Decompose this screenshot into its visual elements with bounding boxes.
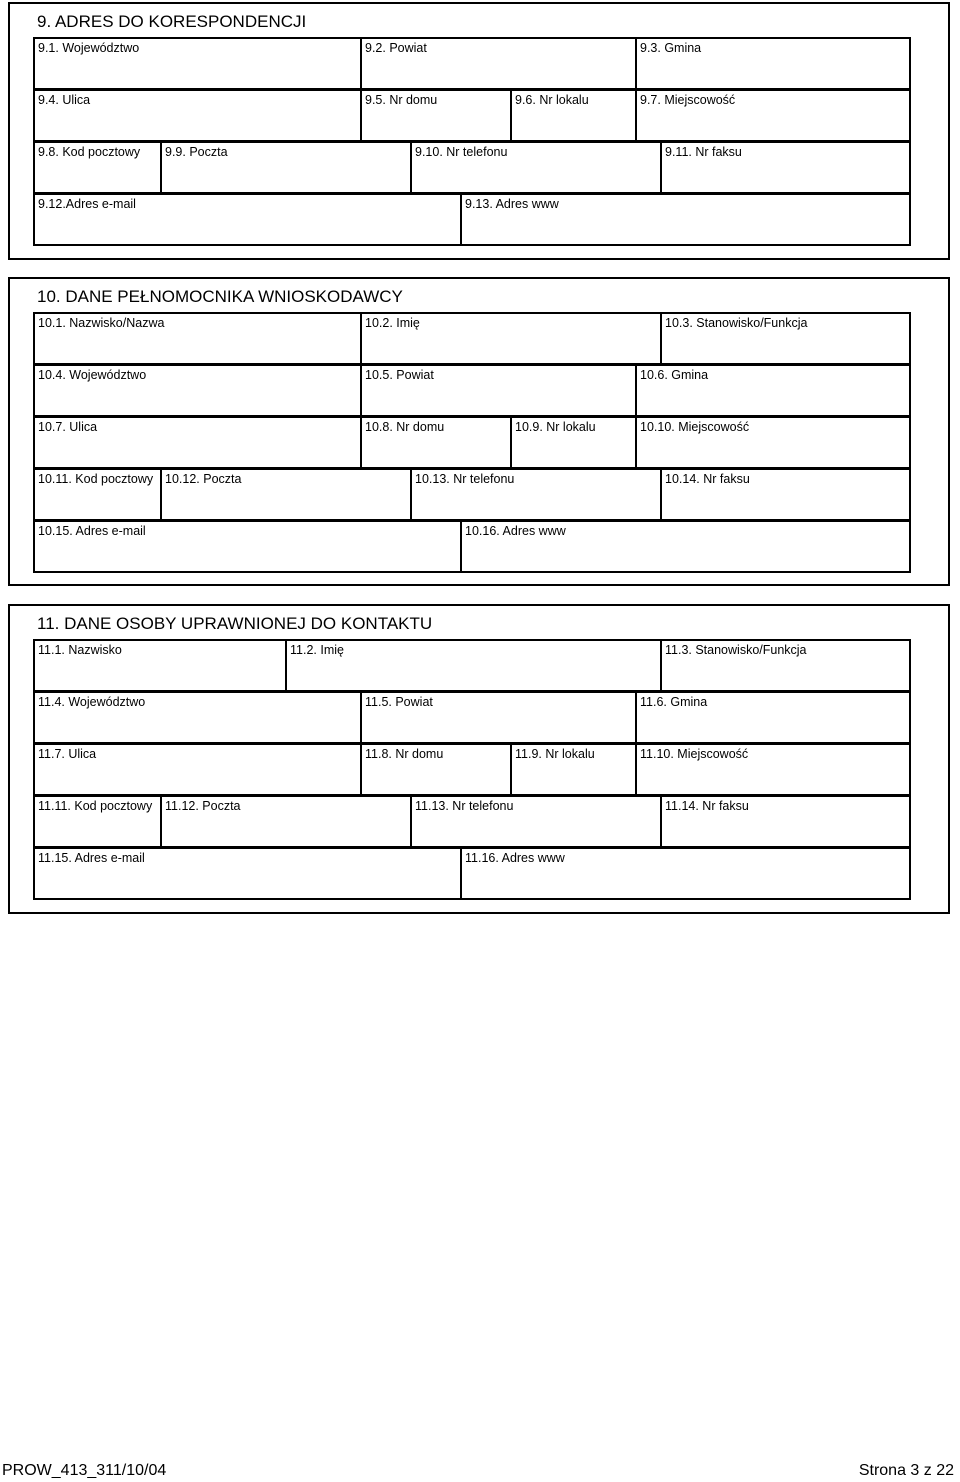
field-label: 9.9. Poczta bbox=[165, 145, 228, 159]
field-label: 10.8. Nr domu bbox=[365, 420, 445, 434]
document-code: PROW_413_311/10/04 bbox=[2, 1462, 167, 1479]
field-11-5[interactable] bbox=[360, 693, 635, 742]
field-label: 9.7. Miejscowość bbox=[640, 93, 736, 107]
field-label: 11.16. Adres www bbox=[465, 851, 565, 865]
field-label: 10.4. Województwo bbox=[38, 368, 147, 382]
form-row bbox=[33, 193, 911, 246]
form-row bbox=[33, 141, 911, 194]
field-9-11[interactable] bbox=[660, 143, 909, 192]
form-row bbox=[33, 639, 911, 692]
page-number: Strona 3 z 22 bbox=[858, 1462, 954, 1479]
field-label: 10.10. Miejscowość bbox=[640, 420, 750, 434]
form-row bbox=[33, 89, 911, 142]
field-label: 10.1. Nazwisko/Nazwa bbox=[38, 316, 165, 330]
field-11-9[interactable] bbox=[510, 745, 635, 794]
field-label: 11.14. Nr faksu bbox=[665, 799, 749, 813]
field-9-3[interactable] bbox=[635, 39, 909, 88]
field-label: 11.7. Ulica bbox=[38, 747, 97, 761]
field-label: 11.10. Miejscowość bbox=[640, 747, 749, 761]
form-row bbox=[33, 743, 911, 796]
field-11-12[interactable] bbox=[160, 797, 410, 846]
field-11-3[interactable] bbox=[660, 641, 909, 690]
field-label: 10.7. Ulica bbox=[38, 420, 98, 434]
form-row bbox=[33, 691, 911, 744]
form-row bbox=[33, 468, 911, 521]
field-10-2[interactable] bbox=[360, 314, 660, 363]
field-label: 10.16. Adres www bbox=[465, 524, 566, 538]
field-9-7[interactable] bbox=[635, 91, 909, 140]
field-10-14[interactable] bbox=[660, 470, 909, 519]
field-label: 11.15. Adres e-mail bbox=[38, 851, 145, 865]
field-9-5[interactable] bbox=[360, 91, 510, 140]
field-9-12[interactable] bbox=[35, 195, 460, 244]
field-label: 9.3. Gmina bbox=[640, 41, 702, 55]
form-row bbox=[33, 312, 911, 365]
field-10-8[interactable] bbox=[360, 418, 510, 467]
field-label: 10.13. Nr telefonu bbox=[415, 472, 515, 486]
section-11-title: 11. DANE OSOBY UPRAWNIONEJ DO KONTAKTU bbox=[37, 614, 433, 633]
field-label: 11.11. Kod pocztowy bbox=[38, 799, 153, 813]
field-10-15[interactable] bbox=[35, 522, 460, 571]
field-11-14[interactable] bbox=[660, 797, 909, 846]
field-label: 10.11. Kod pocztowy bbox=[38, 472, 154, 486]
field-10-13[interactable] bbox=[410, 470, 660, 519]
field-label: 10.3. Stanowisko/Funkcja bbox=[665, 316, 808, 330]
field-label: 9.5. Nr domu bbox=[365, 93, 438, 107]
field-label: 11.6. Gmina bbox=[640, 695, 708, 709]
field-label: 11.8. Nr domu bbox=[365, 747, 444, 761]
field-label: 11.3. Stanowisko/Funkcja bbox=[665, 643, 807, 657]
field-11-16[interactable] bbox=[460, 849, 909, 898]
field-10-6[interactable] bbox=[635, 366, 909, 415]
field-10-12[interactable] bbox=[160, 470, 410, 519]
form-row bbox=[33, 364, 911, 417]
field-label: 9.13. Adres www bbox=[465, 197, 559, 211]
field-9-1[interactable] bbox=[35, 39, 360, 88]
field-10-10[interactable] bbox=[635, 418, 909, 467]
field-11-15[interactable] bbox=[35, 849, 460, 898]
field-label: 11.2. Imię bbox=[290, 643, 344, 657]
form-row bbox=[33, 520, 911, 573]
field-label: 10.9. Nr lokalu bbox=[515, 420, 596, 434]
field-11-11[interactable] bbox=[35, 797, 160, 846]
field-10-4[interactable] bbox=[35, 366, 360, 415]
field-11-1[interactable] bbox=[35, 641, 285, 690]
field-label: 9.4. Ulica bbox=[38, 93, 91, 107]
field-10-3[interactable] bbox=[660, 314, 909, 363]
field-10-1[interactable] bbox=[35, 314, 360, 363]
field-label: 10.6. Gmina bbox=[640, 368, 709, 382]
field-10-16[interactable] bbox=[460, 522, 909, 571]
field-label: 9.2. Powiat bbox=[365, 41, 427, 55]
field-label: 11.4. Województwo bbox=[38, 695, 146, 709]
field-10-9[interactable] bbox=[510, 418, 635, 467]
field-9-10[interactable] bbox=[410, 143, 660, 192]
field-10-7[interactable] bbox=[35, 418, 360, 467]
field-label: 10.12. Poczta bbox=[165, 472, 242, 486]
field-label: 9.6. Nr lokalu bbox=[515, 93, 589, 107]
field-label: 9.10. Nr telefonu bbox=[415, 145, 508, 159]
section-9-title: 9. ADRES DO KORESPONDENCJI bbox=[37, 12, 307, 31]
field-label: 9.1. Województwo bbox=[38, 41, 140, 55]
field-label: 10.5. Powiat bbox=[365, 368, 434, 382]
form-row bbox=[33, 795, 911, 848]
field-10-11[interactable] bbox=[35, 470, 160, 519]
field-11-7[interactable] bbox=[35, 745, 360, 794]
field-label: 10.15. Adres e-mail bbox=[38, 524, 146, 538]
field-11-8[interactable] bbox=[360, 745, 510, 794]
field-9-2[interactable] bbox=[360, 39, 635, 88]
field-label: 11.12. Poczta bbox=[165, 799, 241, 813]
field-label: 11.13. Nr telefonu bbox=[415, 799, 514, 813]
field-9-8[interactable] bbox=[35, 143, 160, 192]
field-11-4[interactable] bbox=[35, 693, 360, 742]
form-row bbox=[33, 37, 911, 90]
field-label: 11.5. Powiat bbox=[365, 695, 433, 709]
field-11-6[interactable] bbox=[635, 693, 909, 742]
field-label: 9.12.Adres e-mail bbox=[38, 197, 136, 211]
field-label: 11.1. Nazwisko bbox=[38, 643, 122, 657]
field-9-13[interactable] bbox=[460, 195, 909, 244]
field-10-5[interactable] bbox=[360, 366, 635, 415]
form-row bbox=[33, 416, 911, 469]
field-11-10[interactable] bbox=[635, 745, 909, 794]
field-label: 10.14. Nr faksu bbox=[665, 472, 750, 486]
field-label: 9.11. Nr faksu bbox=[665, 145, 742, 159]
field-9-6[interactable] bbox=[510, 91, 635, 140]
field-11-2[interactable] bbox=[285, 641, 660, 690]
field-label: 9.8. Kod pocztowy bbox=[38, 145, 141, 159]
field-label: 10.2. Imię bbox=[365, 316, 420, 330]
field-9-4[interactable] bbox=[35, 91, 360, 140]
section-10-title: 10. DANE PEŁNOMOCNIKA WNIOSKODAWCY bbox=[37, 287, 403, 306]
field-11-13[interactable] bbox=[410, 797, 660, 846]
field-9-9[interactable] bbox=[160, 143, 410, 192]
field-label: 11.9. Nr lokalu bbox=[515, 747, 595, 761]
form-row bbox=[33, 847, 911, 900]
